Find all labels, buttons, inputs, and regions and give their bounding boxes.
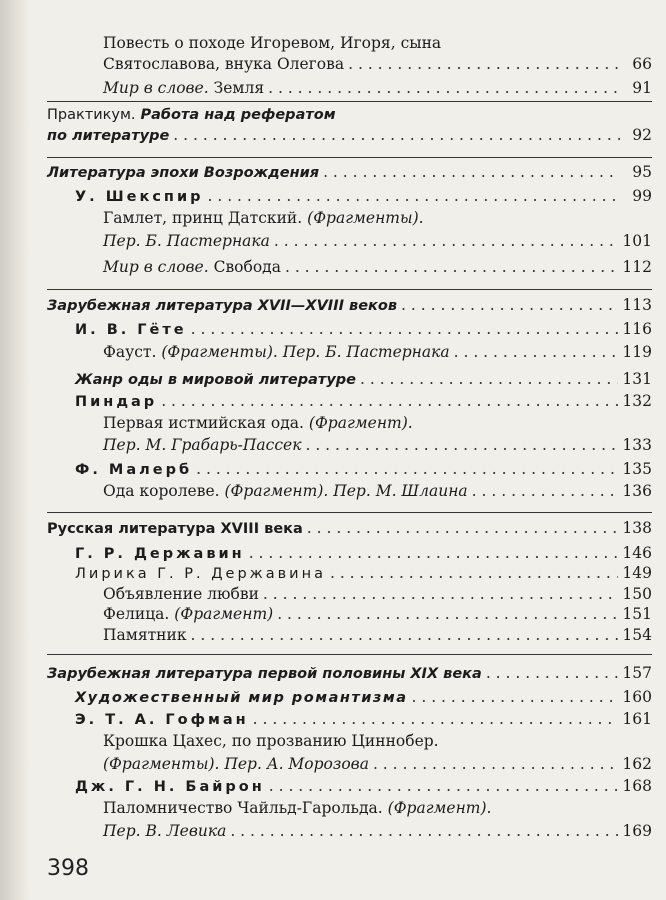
- toc-entry[interactable]: [103, 231, 652, 252]
- toc-entry[interactable]: [103, 78, 652, 99]
- leader-dots: [285, 257, 618, 278]
- toc-entry-label: Практикум.: [47, 107, 136, 123]
- section-divider: [47, 157, 652, 158]
- section-divider: [47, 654, 652, 655]
- toc-section-heading[interactable]: [47, 295, 652, 317]
- toc-page-number: 113: [622, 296, 652, 314]
- leader-dots: [401, 295, 618, 316]
- toc-translator: (Фрагмент). Пер. М. Шлаина: [224, 482, 468, 500]
- leader-dots: [263, 584, 618, 605]
- toc-entry-title: Русская литература XVIII века: [47, 521, 303, 537]
- leader-dots: [196, 459, 618, 480]
- toc-entry-title: Художественный мир романтизма: [75, 690, 408, 706]
- toc-entry[interactable]: [103, 821, 652, 842]
- toc-entry-title: Святославова, внука Олегова: [103, 55, 345, 73]
- toc-entry[interactable]: [103, 625, 652, 646]
- leader-dots: [230, 821, 618, 842]
- toc-section-heading[interactable]: [47, 162, 652, 184]
- toc-entry-title: Крошка Цахес, по прозванию Циннобер.: [103, 732, 439, 750]
- page-number: 398: [47, 856, 89, 881]
- toc-entry[interactable]: [75, 563, 652, 585]
- toc-page-number: 92: [632, 126, 652, 144]
- toc-entry-title: Лирика Г. Р. Державина: [75, 566, 326, 582]
- toc-author: Э. Т. А. Гофман: [75, 712, 249, 728]
- toc-page-number: 136: [622, 482, 652, 500]
- toc-entry[interactable]: [103, 257, 652, 278]
- toc-author: Ф. Малерб: [75, 462, 193, 478]
- toc-section-heading[interactable]: [75, 687, 652, 709]
- toc-author: Г. Р. Державин: [75, 546, 245, 562]
- toc-page-number: 154: [622, 626, 652, 644]
- toc-author-entry[interactable]: [75, 391, 652, 413]
- toc-entry-title: Фелица.: [103, 605, 170, 623]
- toc-page-number: 160: [622, 688, 652, 706]
- toc-entry-label: Мир в слове.: [103, 258, 209, 276]
- toc-entry-title: Ода королеве.: [103, 482, 220, 500]
- toc-page-number: 91: [632, 79, 652, 97]
- toc-translator: (Фрагменты). Пер. Б. Пастернака: [161, 343, 450, 361]
- toc-page-number: 116: [622, 320, 652, 338]
- toc-entry[interactable]: [103, 54, 652, 75]
- toc-entry-title: Жанр оды в мировой литературе: [75, 372, 356, 388]
- leader-dots: [269, 776, 619, 797]
- toc-author-entry[interactable]: [75, 709, 652, 731]
- toc-entry-title: Первая истмийская ода. (Фрагмент).: [103, 414, 413, 432]
- toc-section-heading[interactable]: [47, 518, 652, 540]
- section-divider: [47, 512, 652, 513]
- leader-dots: [373, 754, 618, 775]
- leader-dots: [323, 162, 620, 183]
- toc-entry-title: Земля: [213, 79, 265, 97]
- toc-page-number: 169: [622, 822, 652, 840]
- leader-dots: [268, 78, 620, 99]
- toc-entry-title: Фауст.: [103, 343, 157, 361]
- leader-dots: [253, 709, 619, 730]
- toc-page-number: 101: [622, 232, 652, 250]
- leader-dots: [277, 604, 618, 625]
- toc-section-heading[interactable]: [75, 369, 652, 391]
- toc-author-entry[interactable]: [75, 186, 652, 208]
- toc-page-number: 99: [632, 187, 652, 205]
- leader-dots: [191, 319, 619, 340]
- toc-entry-title: Гамлет, принц Датский. (Фрагменты).: [103, 209, 424, 227]
- toc-page-number: 133: [622, 436, 652, 454]
- toc-page-number: 168: [622, 777, 652, 795]
- toc-author-entry[interactable]: [75, 459, 652, 481]
- toc-page-number: 112: [622, 258, 652, 276]
- toc-entry-title: Паломничество Чайльд-Гарольда. (Фрагмент).: [103, 799, 492, 817]
- leader-dots: [412, 687, 619, 708]
- toc-page-number: 162: [622, 755, 652, 773]
- toc-entry[interactable]: [103, 435, 652, 456]
- section-divider: [47, 289, 652, 290]
- toc-author-entry[interactable]: [75, 543, 652, 565]
- toc-page-number: 119: [622, 343, 652, 361]
- toc-section-heading[interactable]: [47, 663, 652, 685]
- toc-entry[interactable]: [103, 481, 652, 502]
- toc-entry[interactable]: [103, 342, 652, 363]
- section-divider: [47, 101, 652, 102]
- leader-dots: [207, 186, 620, 207]
- toc-entry: [47, 104, 652, 126]
- toc-translator: Пер. Б. Пастернака: [103, 232, 270, 250]
- leader-dots: [486, 663, 619, 684]
- toc-translator: Пер. В. Левика: [103, 822, 227, 840]
- toc-author: Дж. Г. Н. Байрон: [75, 779, 265, 795]
- toc-entry-title: Работа над рефератом: [140, 107, 336, 123]
- toc-page-number: 149: [622, 564, 652, 582]
- toc-page-number: 150: [622, 585, 652, 603]
- toc-author-entry[interactable]: [75, 776, 652, 798]
- toc-author: У. Шекспир: [75, 189, 204, 205]
- toc-author: И. В. Гёте: [75, 322, 187, 338]
- toc-entry-title: по литературе: [47, 128, 170, 144]
- toc-entry-title: Литература эпохи Возрождения: [47, 165, 320, 181]
- toc-page-number: 132: [622, 392, 652, 410]
- leader-dots: [249, 543, 619, 564]
- leader-dots: [307, 518, 619, 539]
- leader-dots: [472, 481, 619, 502]
- toc-entry[interactable]: [103, 754, 652, 775]
- toc-entry-title: Объявление любви: [103, 585, 259, 603]
- toc-page-number: 138: [622, 519, 652, 537]
- toc-page-number: 161: [622, 710, 652, 728]
- toc-page-number: 157: [622, 664, 652, 682]
- toc-page-number: 131: [622, 370, 652, 388]
- toc-translator: (Фрагменты). Пер. А. Морозова: [103, 755, 369, 773]
- toc-entry-title: Свобода: [213, 258, 281, 276]
- toc-entry-title: Памятник: [103, 626, 187, 644]
- toc-translator: Пер. М. Грабарь-Пассек: [103, 436, 302, 454]
- leader-dots: [330, 563, 618, 584]
- toc-page-number: 95: [632, 163, 652, 181]
- toc-author: Пиндар: [75, 394, 158, 410]
- toc-entry[interactable]: [103, 584, 652, 605]
- toc-page-number: 151: [622, 605, 652, 623]
- leader-dots: [274, 231, 619, 252]
- toc-page-number: 146: [622, 544, 652, 562]
- leader-dots: [191, 625, 619, 646]
- toc-entry-title: Зарубежная литература первой половины XIX века: [47, 666, 482, 682]
- toc-entry-note: (Фрагмент): [174, 605, 274, 623]
- toc-entry[interactable]: [47, 125, 652, 147]
- leader-dots: [161, 391, 618, 412]
- toc-entry-label: Мир в слове.: [103, 79, 209, 97]
- leader-dots: [360, 369, 618, 390]
- toc-entry-title: Зарубежная литература XVII—XVIII веков: [47, 298, 398, 314]
- leader-dots: [305, 435, 618, 456]
- leader-dots: [348, 54, 620, 75]
- toc-page-number: 66: [632, 55, 652, 73]
- toc-entry[interactable]: [103, 604, 652, 625]
- toc-page-number: 135: [622, 460, 652, 478]
- leader-dots: [454, 342, 619, 363]
- leader-dots: [173, 125, 620, 146]
- toc-entry-title: Повесть о походе Игоревом, Игоря, сына: [103, 34, 442, 52]
- toc-author-entry[interactable]: [75, 319, 652, 341]
